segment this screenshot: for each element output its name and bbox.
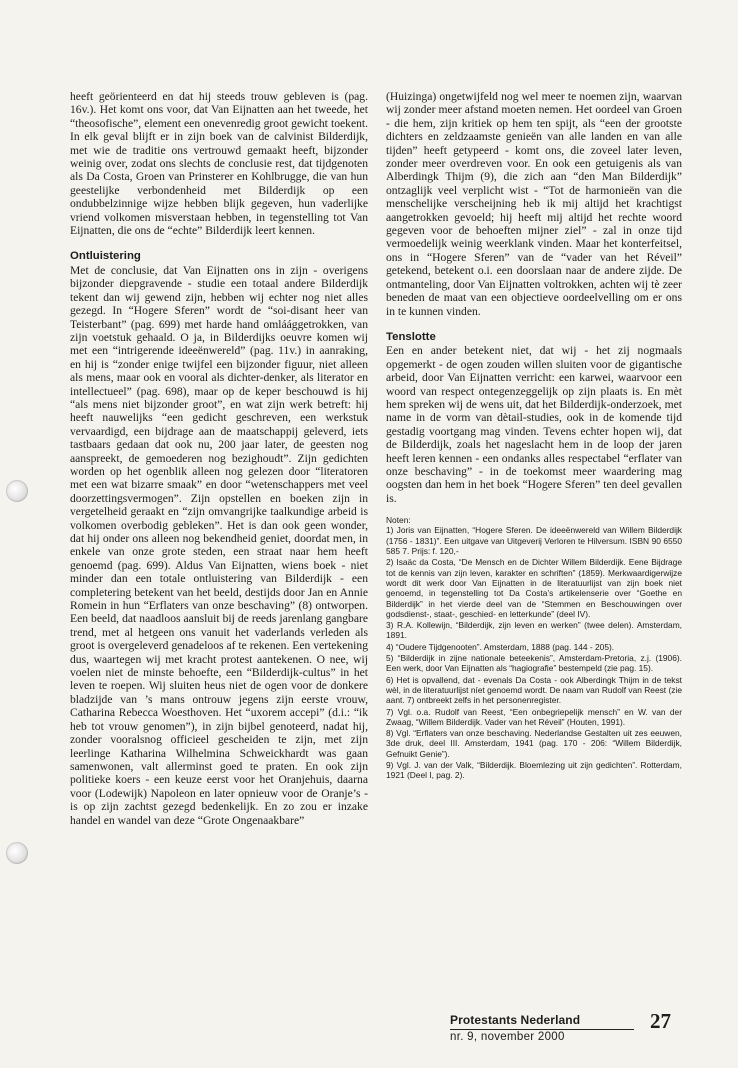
footnote: 8) Vgl. “Erflaters van onze beschaving. Nederlandse Gestalten uit zes eeuwen, 3de druk, deel III. Amsterdam, 1941 (pag. 170 - 206: “Willem Bilderdijk, Gefnuikt Genie”). [386,728,682,759]
footnote: 5) “Bilderdijk in zijne nationale beteekenis”, Amsterdam-Pretoria, z.j. (1906). Een werk, door Van Eijnatten als “hagiografie” bestempeld (zie pag. 15). [386,653,682,674]
continuation-paragraph: (Huizinga) ongetwijfeld nog wel meer te noemen zijn, waarvan wij zonder meer afstand moeten nemen. Het oordeel van Groen - die hem, zijn kritiek op hem ten spijt, als “een der grootste dichters en zeldzaamste genieën van alle landen en van alle tijden” heeft getypeerd - komt ons, die zoveel later leven, zonder meer overdreven voor. En ook een getuigenis als van Alberdingk Thijm (9), die zich aan “den Man Bilderdijk” ontzaglijk veel verplicht wist - “Tot de harmonieën van die menschelijke verscheijning heb ik mij altijd het krachtigst aangetrokken gevoeld; hij heeft mij altijd het rechte woord gegeven voor de behoeften mijner ziel” - zal in onze tijd vermoedelijk weinig weerklank vinden. Maar het konterfeitsel, ons in “Hogere Sferen” van de “vader van het Réveil” getekend, betekent o.i. een doorslaan naar de andere zijde. De ontmanteling, door Van Eijnatten voltrokken, achten wij tè zeer beneden de maat van een objectieve oordeelvelling om er ons in te kunnen vinden. [386,90,682,318]
footnote: 6) Het is opvallend, dat - evenals Da Costa - ook Alberdingk Thijm in de tekst wèl, in de literatuurlijst níet genoemd wordt. De naam van Rudolf van Reest (zie aant. 7) ontbreekt zelfs in het personenregister. [386,674,682,706]
page-footer [450,1009,680,1053]
left-column [70,90,368,827]
publication-name: Protestants Nederland [450,1013,581,1027]
right-column [386,90,682,782]
body-paragraph-tenslotte: Een en ander betekent niet, dat wij - het zij nogmaals opgemerkt - de ogen zouden willen sluiten voor de gigantische arbeid, door Van Eijnatten verricht: een karwei, waarvoor een woord van respect ontegenzeggelijk op zijn plaats is. En mèt hem spreken wij de wens uit, dat het Bilderdijk-onderzoek, met name in de vorm van dètail-studies, ook in de komende tijd gestadig voortgang mag vinden. Tevens echter hopen wij, dat de Bilderdijk, zoals het nageslacht hem in de loop der jaren heeft leren kennen - een ondanks alles respectabel “erflater van onze beschaving” - in de toekomst meer waardering mag oogsten dan hem in het boek “Hogere Sferen” ten deel gevallen is. [386,344,682,505]
binder-hole-bottom-icon [6,842,28,864]
footnote: 7) Vgl. o.a. Rudolf van Reest, “Een onbegriepelijk mensch” en W. van der Zwaag, “Willem Bilderdijk. Vader van het Réveil” (Houten, 1991). [386,706,682,727]
binder-hole-top-icon [6,480,28,502]
footnote: 4) “Oudere Tijdgenooten”. Amsterdam, 1888 (pag. 144 - 205). [386,641,615,652]
footnote: 9) Vgl. J. van der Valk, “Bilderdijk. Bloemlezing uit zijn gedichten”. Rotterdam, 1921 (Deel I, pag. 2). [386,760,682,781]
issue-label: nr. 9, november 2000 [450,1031,565,1043]
footnote: 3) R.A. Kollewijn, “Bilderdijk, zijn leven en werken” (twee delen). Amsterdam, 1891. [386,620,682,641]
footnote: 2) Isaäc da Costa, “De Mensch en de Dichter Willem Bilderdijk. Eene Bijdrage tot de kennis van zijn leven, karakter en schriften” (1859). Merkwaardigerwijze wordt dit werk door Van Eijnatten in de literatuurlijst van zijn boek niet genoemd, in tegenstelling tot Da Costa’s artikelenserie over “Goethe en Bilderdijk” in het vierde deel van de “Stemmen en Beschouwingen over godsdienst-, staat-, geschied- en letterkunde” (deel IV). [386,557,682,619]
footnotes [386,515,682,780]
footer-rule [450,1029,634,1030]
section-heading-ontluistering: Ontluistering [70,250,141,263]
page-number: 27 [650,1009,671,1033]
body-paragraph-ontluistering: Met de conclusie, dat Van Eijnatten ons in zijn - overigens bijzonder diepgravende - studie een totaal andere Bilderdijk tekent dan wij gewend zijn, hebben wij echter nog niet alles gezegd. In “Hogere Sferen” wordt de “soi-disant heer van Teisterbant” (pag. 699) met harde hand omláággetrokken, van zijn voetstuk gehaald. O ja, in Bilderdijks oeuvre komen wij met een “intrigerende ideeënwereld” (pag. 11v.) in aanraking, en hij is “zonder enige twijfel een bijzonder figuur, niet alleen als mens, maar ook en vooral als dichter-denker, als literator en intellectueel” (pag. 698), maar op de keper beschouwd is hij “als mens niet bijzonder groot”, en wat zijn werk betreft: hij heeft nauwelijks “een gedicht geschreven, een werkstuk vervaardigd, een bijdrage aan de maatschappij geleverd, iets tastbaars gedaan dat ook nu, 200 jaar later, de geesten nog aanspreekt, de gemoederen nog bezighoudt”. Zijn gedichten worden op het ogenblik alleen nog gelezen door “literatoren met een wat bizarre smaak” en door “wetenschappers met veel doorzettingsvermogen”. Zijn opstellen en boeken zijn in vergetelheid geraakt en “zijn omvangrijke taalkundige arbeid is volkomen overbodig gebleken”. Het is dan ook geen wonder, dat hij onder ons alleen nog bekendheid geniet, doordat men, in enkele van onze grote steden, een straat naar hem heeft genoemd (pag. 699). Aldus Van Eijnatten, wiens boek - niet minder dan een totale ontluistering van Bilderdijk - een completering betekent van het beeld, destijds door Jan en Annie Romein in hun “Erflaters van onze beschaving” (8) ontworpen. Een beeld, dat naadloos aansluit bij de reeds jarenlang gangbare trend, met al hetgeen ons vanuit het vaderlands verleden als groot is overgeleverd genadeloos af te rekenen. Een vertekening dus, waartegen wij met kracht protest aantekenen. O nee, wij voelen niet de minste behoefte, een “Bilderdijk-cultus” in het leven te roepen. Wij sluiten heus niet de ogen voor de donkere bladzijde van ’s mans ontrouw jegens zijn eerste vrouw, Catharina Rebecca Woesthoven. Het “uxorem accepi” (d.i.: “ik heb tot vrouw genomen”), in zijn bijbel genoteerd, nadat hij, zonder vooralsnog officieel gescheiden te zijn, met zijn leerlinge Katharina Wilhelmina Schweickhardt was gaan samenwonen, valt allerminst goed te praten. En ook zijn politieke koers - een keuze eerst voor het Oranjehuis, daarna voor (Lodewijk) Napoleon en later opnieuw voor de Oranje’s - is op zijn zachtst gezegd bedenkelijk. En zo zou er inzake handel en wandel van deze “Grote Ongenaakbare” [70,263,368,827]
intro-paragraph: heeft geörienteerd en dat hij steeds trouw gebleven is (pag. 16v.). Het komt ons voor, dat Van Eijnatten aan het tweede, het “theosofische”, element een onevenredig groot gewicht toekent. In elk geval blijft er in zijn boek van de calvinist Bilderdijk, met wie de traditie ons vertrouwd gemaakt heeft, bijzonder weinig over, zodat ons slechts de conclusie rest, dat tijdgenoten als Da Costa, Groen van Prinsterer en Kohlbrugge, die van hun geestelijke verbondenheid met Bilderdijk op een ondubbelzinnige wijze hebben blijk gegeven, hun vaderlijke vriend volkomen misverstaan hebben, in tegenstelling tot Van Eijnatten, die ons de “echte” Bilderdijk leert kennen. [70,90,368,238]
footnotes-label: Noten: [386,515,411,526]
footnote: 1) Joris van Eijnatten, “Hogere Sferen. De ideeënwereld van Willem Bilderdijk (1756 - 1831)”. Een uitgave van Uitgeverij Verloren te Hilversum. ISBN 90 6550 585 7. Prijs: f. 120,- [386,525,682,557]
section-heading-tenslotte: Tenslotte [386,330,436,343]
